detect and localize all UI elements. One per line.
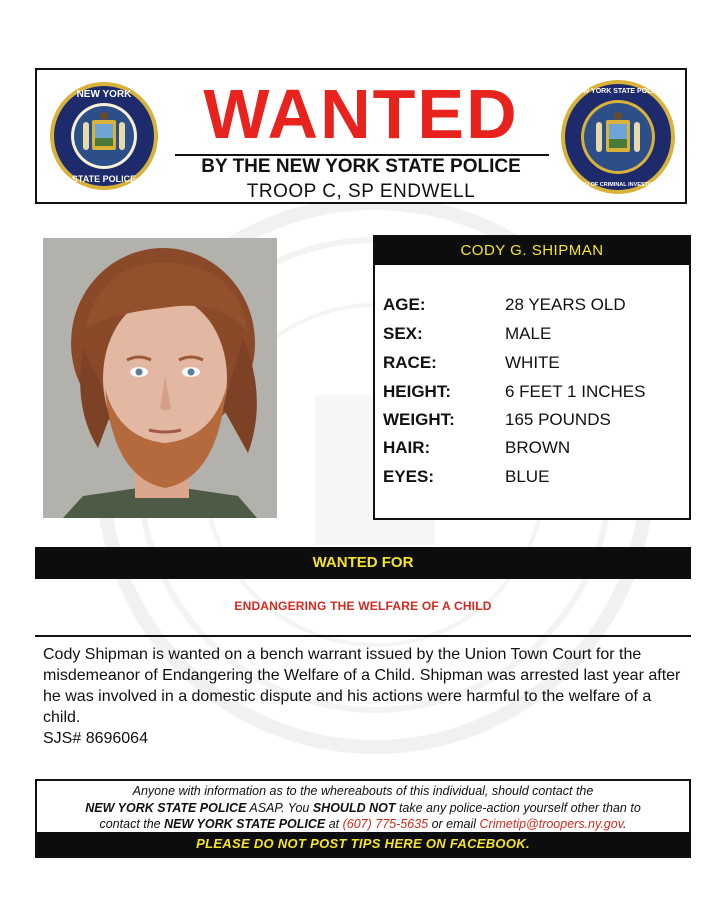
field-label: HEIGHT: — [383, 382, 451, 401]
description-block — [43, 644, 691, 749]
field-value: 28 YEARS OLD — [505, 295, 626, 314]
description-text: Cody Shipman is wanted on a bench warrant issued by the Union Town Court for the misdemeanor of Endangering the Welfare of a Child. Shipman was arrested last year after he was involved in a domestic dispute and his actions were harmful to the welfare of a child. — [43, 646, 681, 726]
agency-name: NEW YORK STATE POLICE — [85, 801, 247, 815]
field-value: 165 POUNDS — [505, 410, 611, 429]
footer-line-2 — [37, 801, 689, 815]
field-value: BLUE — [505, 467, 550, 486]
right-seal-bottom-text: BUREAU OF CRIMINAL INVESTIGATION — [565, 182, 671, 188]
field-label: WEIGHT: — [383, 410, 455, 429]
footer-text: or email — [428, 817, 480, 831]
suspect-photo — [43, 238, 277, 518]
agency-line: BY THE NEW YORK STATE POLICE — [201, 156, 521, 177]
footer-text: take any police-action yourself other than to — [395, 801, 641, 815]
footer-line-3 — [37, 817, 689, 831]
footer-text: . — [623, 817, 627, 831]
field-label: HAIR: — [383, 438, 431, 457]
field-value: MALE — [505, 324, 552, 343]
field-label: EYES: — [383, 467, 435, 486]
contact-footer — [35, 779, 691, 858]
facebook-tip-notice: PLEASE DO NOT POST TIPS HERE ON FACEBOOK. — [37, 832, 689, 856]
email-link[interactable]: Crimetip@troopers.ny.gov — [479, 817, 624, 831]
field-label: RACE: — [383, 353, 437, 372]
left-seal-bottom-text: STATE POLICE — [71, 174, 137, 184]
footer-text: at — [325, 817, 343, 831]
subject-name: CODY G. SHIPMAN — [375, 237, 689, 265]
sjs-number: SJS# 8696064 — [43, 730, 148, 747]
agency-name: NEW YORK STATE POLICE — [164, 817, 326, 831]
subject-info-box — [373, 235, 691, 520]
field-value: 6 FEET 1 INCHES — [505, 382, 646, 401]
footer-line-1: Anyone with information as to the whereabouts of this individual, should contact the — [132, 784, 594, 798]
right-seal-top-text: NEW YORK STATE POLICE — [572, 88, 664, 95]
wanted-for-heading: WANTED FOR — [35, 547, 691, 579]
wanted-title: WANTED — [203, 75, 519, 153]
phone-number: (607) 775-5635 — [342, 817, 429, 831]
field-label: SEX: — [383, 324, 423, 343]
section-divider — [35, 635, 691, 637]
left-seal-top-text: NEW YORK — [76, 89, 132, 100]
bci-seal-icon — [559, 78, 677, 196]
field-label: AGE: — [383, 295, 426, 314]
header-box — [35, 68, 687, 204]
charge-text: ENDANGERING THE WELFARE OF A CHILD — [234, 599, 492, 613]
should-not-text: SHOULD NOT — [312, 801, 396, 815]
troop-line: TROOP C, SP ENDWELL — [246, 181, 476, 202]
footer-text: contact the — [99, 817, 165, 831]
field-value: BROWN — [505, 438, 571, 457]
footer-text: ASAP. You — [246, 801, 313, 815]
field-value: WHITE — [505, 353, 560, 372]
